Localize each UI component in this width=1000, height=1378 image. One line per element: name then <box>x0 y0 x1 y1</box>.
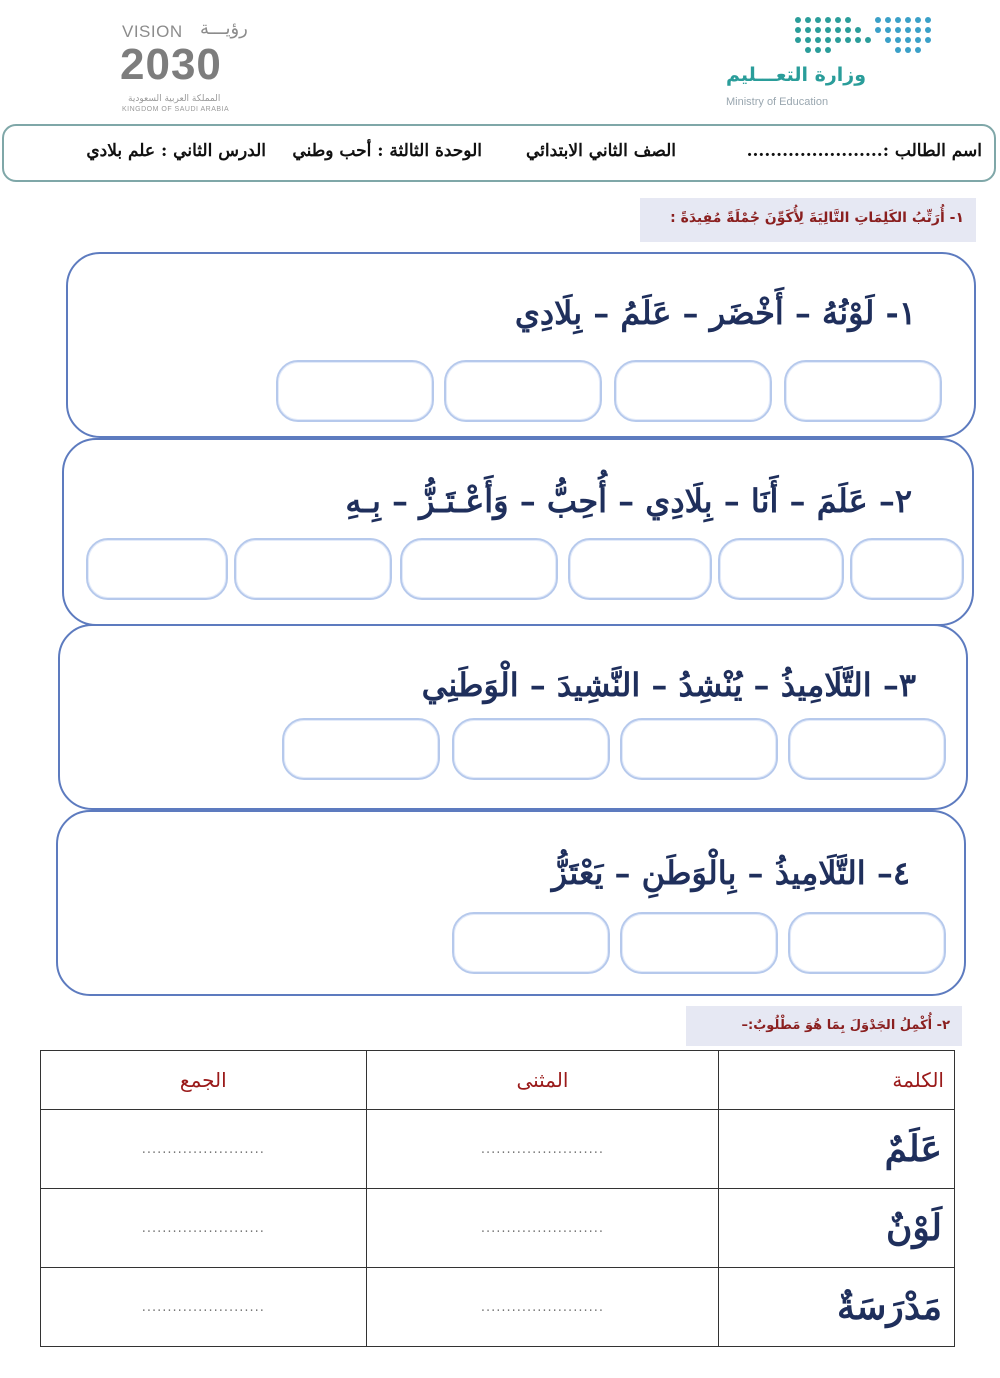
plural-answer-cell[interactable]: ........................ <box>41 1268 367 1347</box>
vision-year: 2030 <box>120 40 222 89</box>
answer-slot[interactable] <box>718 538 844 600</box>
answer-slot[interactable] <box>614 360 772 422</box>
student-info-bar <box>2 124 996 182</box>
exercise-1-words: ١- لَوْنُهُ – أَخْضَر – عَلَمُ – بِلَادِي <box>514 294 916 332</box>
student-name-field[interactable]: اسم الطالب :....................... <box>746 141 982 161</box>
column-header-dual: المثنى <box>366 1051 719 1110</box>
word-cell: عَلَمٌ <box>719 1110 955 1189</box>
word-cell: مَدْرَسَةٌ <box>719 1268 955 1347</box>
answer-slot[interactable] <box>788 718 946 780</box>
answer-slot[interactable] <box>568 538 712 600</box>
exercise-4-words: ٤– التَّلَامِيذُ – بِالْوَطَنِ – يَعْتَزُّ <box>551 854 910 892</box>
answer-slot[interactable] <box>400 538 558 600</box>
exercise-panel-1 <box>66 252 976 438</box>
vision-arabic-label: رؤيـــة <box>200 18 248 39</box>
ministry-english-label: Ministry of Education <box>726 96 829 108</box>
ksa-arabic-label: المملكة العربية السعودية <box>128 94 221 104</box>
answer-slot[interactable] <box>86 538 228 600</box>
word-cell: لَوْنٌ <box>719 1189 955 1268</box>
answer-slot[interactable] <box>282 718 440 780</box>
answer-slot[interactable] <box>788 912 946 974</box>
dual-answer-cell[interactable]: ........................ <box>366 1189 719 1268</box>
vision-label: VISION <box>122 22 183 41</box>
ministry-arabic-label: وزارة التعـــليم <box>726 64 867 86</box>
completion-table <box>40 1050 955 1347</box>
grade-label: الصف الثاني الابتدائي <box>525 141 676 161</box>
table-row <box>41 1110 955 1189</box>
table-header-row <box>41 1051 955 1110</box>
answer-slot[interactable] <box>234 538 392 600</box>
section2-title: ٢- أُكْمِلُ الجَدْوَلَ بِمَا هُوَ مَطْلُوبٌ:– <box>686 1006 962 1046</box>
answer-slot[interactable] <box>784 360 942 422</box>
ministry-dots-icon <box>790 12 940 62</box>
answer-slot[interactable] <box>850 538 964 600</box>
dual-answer-cell[interactable]: ........................ <box>366 1268 719 1347</box>
dual-answer-cell[interactable]: ........................ <box>366 1110 719 1189</box>
exercise-2-words: ٢– عَلَمَ – أَنَا – بِلَادِي – أُحِبُّ – وَأَعْـتَـزُّ – بِـهِ <box>345 482 912 520</box>
exercise-panel-3 <box>58 624 968 810</box>
exercise-3-words: ٣– التَّلَامِيذُ – يُنْشِدُ – النَّشِيدَ – الْوَطَنِي <box>421 666 916 704</box>
column-header-word: الكلمة <box>719 1051 955 1110</box>
ksa-english-label: KINGDOM OF SAUDI ARABIA <box>122 106 230 113</box>
plural-answer-cell[interactable]: ........................ <box>41 1189 367 1268</box>
lesson-label: الدرس الثاني : علم بلادي <box>86 141 266 161</box>
ministry-logo <box>720 8 950 113</box>
exercise-panel-4 <box>56 810 966 996</box>
vision-2030-logo <box>118 18 258 113</box>
plural-answer-cell[interactable]: ........................ <box>41 1110 367 1189</box>
answer-slot[interactable] <box>620 912 778 974</box>
table-row <box>41 1268 955 1347</box>
column-header-plural: الجمع <box>41 1051 367 1110</box>
answer-slot[interactable] <box>444 360 602 422</box>
exercise-panel-2 <box>62 438 974 626</box>
answer-slot[interactable] <box>620 718 778 780</box>
section1-title: ١- أُرَتِّبُ الكَلِمَاتِ التَّالِيَةَ لِأُكَوِّنَ جُمْلَةً مُفِيدَةً : <box>640 198 976 242</box>
answer-slot[interactable] <box>452 718 610 780</box>
answer-slot[interactable] <box>276 360 434 422</box>
table-row <box>41 1189 955 1268</box>
unit-label: الوحدة الثالثة : أحب وطني <box>292 141 482 161</box>
answer-slot[interactable] <box>452 912 610 974</box>
